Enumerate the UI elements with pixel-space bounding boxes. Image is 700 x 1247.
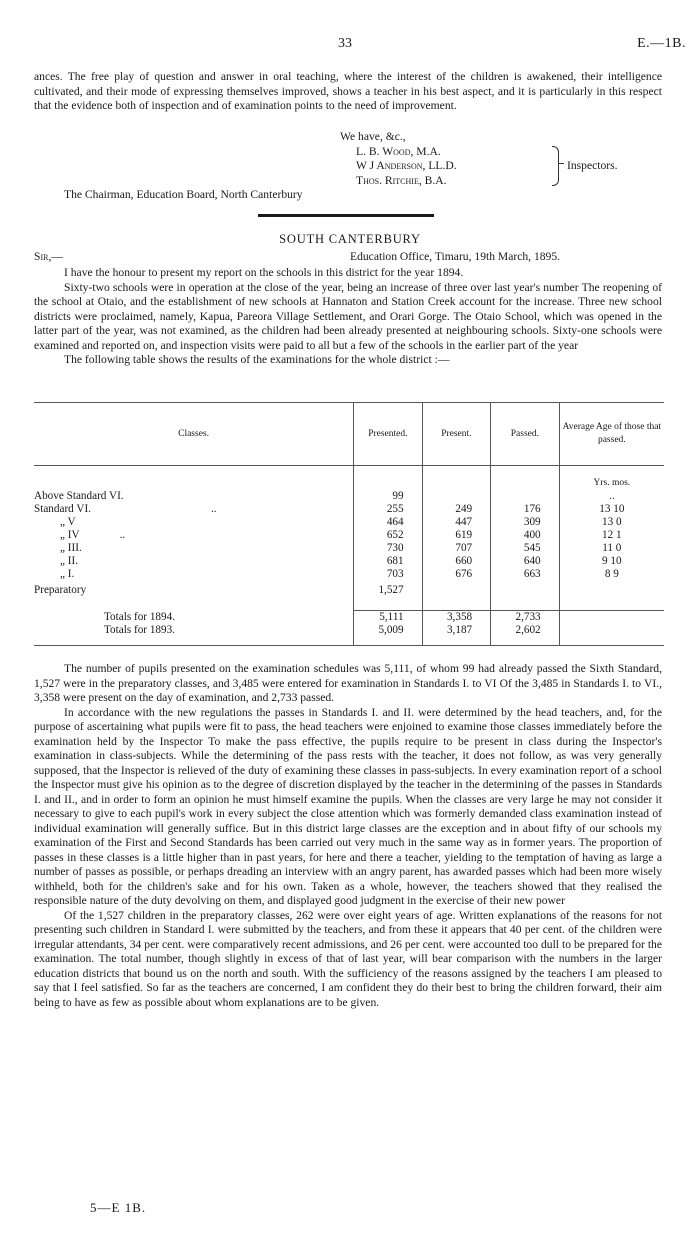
header-passed: Passed. xyxy=(491,403,560,466)
table-row xyxy=(34,490,664,503)
paragraph-text: I have the honour to present my report on the schools in this district for the year 1894. xyxy=(64,266,464,279)
cell-presented: 652 xyxy=(354,529,423,542)
header-presented: Presented. xyxy=(354,403,423,466)
signoff-block xyxy=(340,130,640,187)
cell-presented: 255 xyxy=(354,503,423,516)
totals-label: Totals for 1894. xyxy=(104,610,175,623)
cell-present: 3,358 xyxy=(422,611,491,625)
cell-passed: 640 xyxy=(491,555,560,568)
table-row xyxy=(34,503,664,516)
cell-passed: 176 xyxy=(491,503,560,516)
table-row xyxy=(34,542,664,555)
signatory-name: L. B. Wood, M.A. xyxy=(356,144,441,158)
paragraph-text: Of the 1,527 children in the preparatory classes, 262 were over eight years of age. Written explanations of the reasons for not presenting such children in Standard I. were submitted by the teachers, and from these it appears that 40 per cent. of the children were irregular attendants, 34 per cent. were comparatively recent admissions, and 26 per cent. were accounted too dull to be prepared for the examination. The total number, though slightly in excess of that of last year, will bear comparison with the numbers in the larger education districts that bound us on the north and south. With the sufficiency of the reasons assigned by the teachers I am pleased to say that I feel satisfied. So far as the teachers are concerned, I am confident they do their best to bring the children forward, their aim being to have as few as possible about whom explanations are to be given. xyxy=(34,908,662,1009)
header-present: Present. xyxy=(422,403,491,466)
table-header-row xyxy=(34,403,664,466)
cell-present: 676 xyxy=(422,568,491,581)
salutation: Sir,— xyxy=(34,250,63,263)
cell-present xyxy=(422,490,491,503)
cell-age: 13 0 xyxy=(559,516,664,529)
cell-age: 12 1 xyxy=(559,529,664,542)
cell-present: 707 xyxy=(422,542,491,555)
totals-row xyxy=(34,611,664,625)
cell-present: 619 xyxy=(422,529,491,542)
totals-row xyxy=(34,624,664,637)
signoff-we-have: We have, &c., xyxy=(340,130,406,143)
cell-passed xyxy=(491,581,560,601)
cell-presented: 5,009 xyxy=(354,624,423,637)
section-divider xyxy=(258,214,434,217)
cell-presented: 99 xyxy=(354,490,423,503)
cell-passed: 2,602 xyxy=(491,624,560,637)
cell-age: 11 0 xyxy=(559,542,664,555)
addressee: The Chairman, Education Board, North Canterbury xyxy=(64,188,303,201)
table-row xyxy=(34,529,664,542)
row-label: „ IV .. xyxy=(60,528,126,541)
cell-passed xyxy=(491,490,560,503)
cell-passed: 309 xyxy=(491,516,560,529)
printer-signature: 5—E 1B. xyxy=(90,1200,147,1215)
report-intro-paragraphs xyxy=(34,266,662,368)
cell-passed: 545 xyxy=(491,542,560,555)
report-body-paragraphs xyxy=(34,662,662,1010)
paragraph-text: Sixty-two schools were in operation at the close of the year, being an increase of three over last year's number The reopening of the school at Otaio, and the establishment of new schools at Hannaton and Station Creek account for the increase. Three new school districts were proclaimed, namely, Kapua, Pareora Village Settlement, and Orari Gorge. The Otaio School, which was opened in the latter part of the year, was not examined, as the children had been already presented at neighbouring schools. Sixty-one schools were examined and reported on, and inspection visits were paid to all but a few of the schools in the earlier part of the year xyxy=(34,280,662,352)
cell-presented: 5,111 xyxy=(354,611,423,625)
signatory-title: Inspectors. xyxy=(567,159,618,172)
row-label: Above Standard VI. xyxy=(34,489,124,502)
paragraph-text: In accordance with the new regulations the passes in Standards I. and II. were determined by the head teachers, and, for the purpose of ascertaining what pupils were fit to pass, the head teachers were enjoined to examine those classes immediately before the examination held by the Inspector To make the pass effective, the pupils require to be present in class during the Inspector's examination in class-subjects. While the determining of the pass rests with the teacher, it does not follow, as was very generally supposed, that the Inspector is relieved of the duty of examining these classes in pass-subjects. In every examination report of a school the Inspector must give his opinion as to the degree of discretion displayed by the teacher in the determining of the passes in Standards I. and II., and in order to form an opinion he must himself examine the pupils. When the classes are very large he may not consider it necessary to give to each pupil's work in every subject the close attention which was formerly demanded class examination instead of individual examination will generally suffice. But in this district large classes are the exception and in about fifty of our schools my examination of the First and Second Standards has been carried out very much in the same way as in former years. The proportion of passes in these classes is a little higher than in past years, for here and there a teacher, yielding to the temptation of having as large a number of passes as possible, or perhaps dreading an interview with an angry parent, has awarded passes which had been more wisely withheld, both for the children's sake and for his own. Taken as a whole, however, the teachers showed that they realised the responsible nature of the duty devolving on them, and displayed good judgment in the exercise of their new power xyxy=(34,705,662,907)
cell-age: 13 10 xyxy=(559,503,664,516)
cell-present xyxy=(422,581,491,601)
intro-paragraph xyxy=(34,70,662,114)
paragraph-text: ances. The free play of question and answer in oral teaching, where the interest of the children is awakened, their intelligence cultivated, and their mode of expressing themselves improved, shows a teacher in his best aspect, and it is particularly in this respect that the evidence both of inspection and of examination points to the need of improvement. xyxy=(34,70,662,112)
cell-present: 447 xyxy=(422,516,491,529)
row-label: „ III. xyxy=(60,541,82,554)
cell-present: 249 xyxy=(422,503,491,516)
brace-mark xyxy=(552,146,559,186)
dateline: Education Office, Timaru, 19th March, 1895. xyxy=(350,250,561,263)
row-label: Preparatory xyxy=(34,584,87,596)
cell-passed: 400 xyxy=(491,529,560,542)
document-reference: E.—1B. xyxy=(637,36,686,51)
cell-passed: 2,733 xyxy=(491,611,560,625)
signatory-list xyxy=(356,145,457,189)
page-number: 33 xyxy=(338,36,352,51)
table-units-row xyxy=(34,466,664,490)
row-label: „ I. xyxy=(60,567,75,580)
paragraph-text: The following table shows the results of the examinations for the whole district :— xyxy=(64,353,450,366)
cell-age: 8 9 xyxy=(559,568,664,581)
paragraph-text: The number of pupils presented on the examination schedules was 5,111, of whom 99 had already passed the Sixth Standard, 1,527 were in the preparatory classes, and 3,485 were entered for examination in Standards I. to VI Of the 3,485 in Standards I. to VI., 3,358 were present on the day of examination, and 2,733 passed. xyxy=(34,662,662,704)
cell-presented: 730 xyxy=(354,542,423,555)
cell-presented: 1,527 xyxy=(354,581,423,601)
age-units: Yrs. mos. xyxy=(559,466,664,490)
cell-presented: 681 xyxy=(354,555,423,568)
section-title: SOUTH CANTERBURY xyxy=(279,232,421,246)
results-table xyxy=(34,402,664,646)
table-row xyxy=(34,581,664,601)
cell-presented: 703 xyxy=(354,568,423,581)
row-label: Standard VI. .. xyxy=(34,502,217,515)
table-row xyxy=(34,568,664,581)
cell-age: .. xyxy=(559,490,664,503)
row-label: „ II. xyxy=(60,554,79,567)
cell-present: 3,187 xyxy=(422,624,491,637)
row-label: „ V xyxy=(60,515,76,528)
brace-point xyxy=(558,163,564,164)
cell-age xyxy=(559,581,664,601)
cell-age: 9 10 xyxy=(559,555,664,568)
signatory-name: W J Anderson, LL.D. xyxy=(356,159,457,172)
cell-passed: 663 xyxy=(491,568,560,581)
cell-presented: 464 xyxy=(354,516,423,529)
cell-present: 660 xyxy=(422,555,491,568)
table-row xyxy=(34,555,664,568)
totals-label: Totals for 1893. xyxy=(104,624,175,636)
table-row xyxy=(34,516,664,529)
header-average-age: Average Age of those that passed. xyxy=(559,403,664,466)
signatory-name: Thos. Ritchie, B.A. xyxy=(356,173,447,187)
header-classes: Classes. xyxy=(34,403,354,466)
